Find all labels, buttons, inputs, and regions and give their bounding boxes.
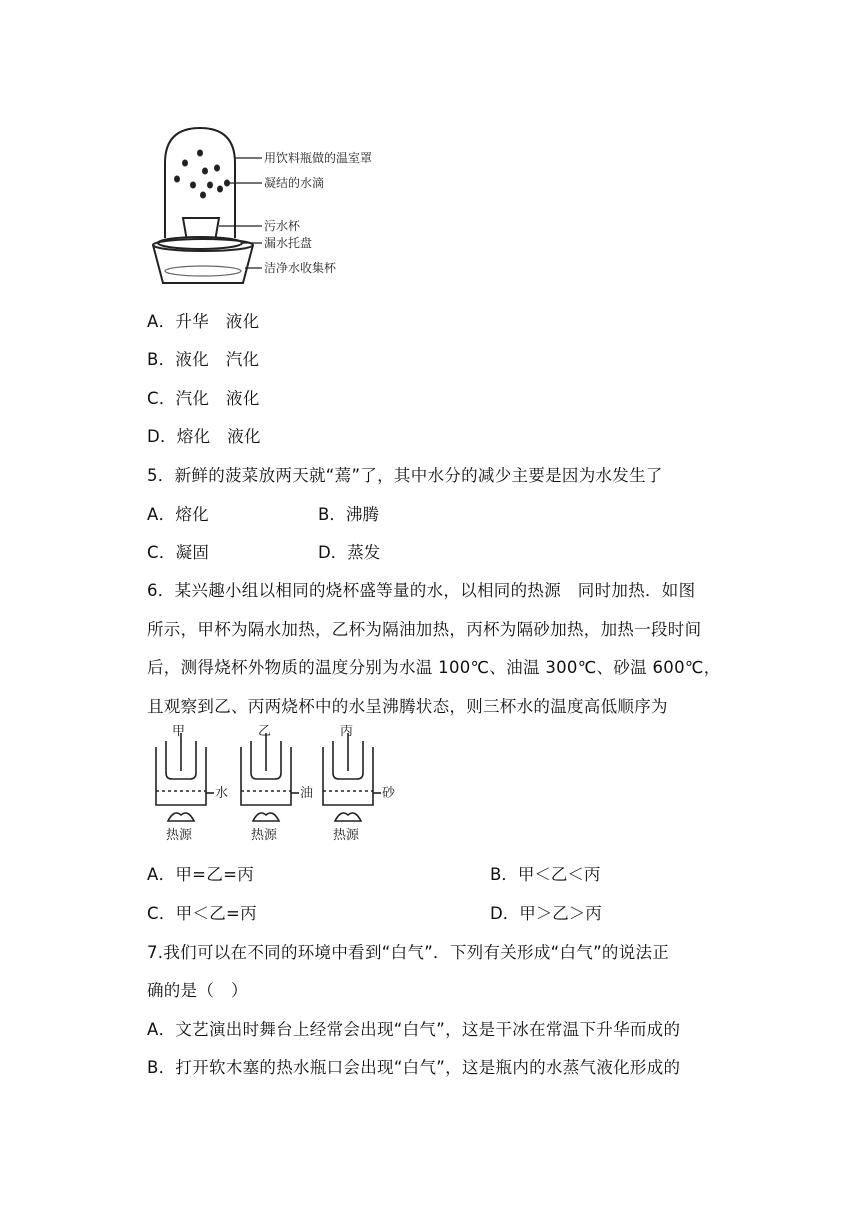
q4-option-b: B．液化 汽化 [147,350,260,369]
q5-option-d: D．蒸发 [318,543,381,562]
figure1-label: 污水杯 [264,219,301,233]
cup-label: 甲 [172,725,186,739]
heat-source-label: 热源 [333,828,360,843]
q7-stem-line: 确的是（ ） [147,981,248,1000]
figure1-label: 漏水托盘 [264,236,313,250]
q5-option-c: C．凝固 [147,543,210,562]
heat-source-label: 热源 [251,828,278,843]
cup-label: 乙 [258,725,272,739]
q6-stem-line: 所示，甲杯为隔水加热，乙杯为隔油加热，丙杯为隔砂加热，加热一段时间 [147,620,702,639]
q7-option-a: A．文艺演出时舞台上经常会出现“白气”，这是干冰在常温下升华而成的 [147,1020,681,1039]
medium-label: 砂 [382,786,396,801]
figure1-label: 洁净水收集杯 [264,261,337,275]
q6-option-b: B．甲＜乙＜丙 [490,865,601,884]
q6-stem-line: 6．某兴趣小组以相同的烧杯盛等量的水，以相同的热源 同时加热．如图 [147,581,696,600]
medium-label: 水 [215,786,229,801]
figure1-label: 用饮料瓶做的温室罩 [264,151,373,165]
cup-label: 丙 [340,725,354,739]
q6-stem-line: 后，测得烧杯外物质的温度分别为水温 100℃、油温 300℃、砂温 600℃， [147,658,721,677]
medium-label: 油 [300,786,314,801]
heat-source-label: 热源 [166,828,193,843]
q4-option-d: D．熔化 液化 [147,427,261,446]
q6-option-c: C．甲＜乙=丙 [147,904,257,923]
q5-option-b: B．沸腾 [318,505,379,524]
q6-option-a: A．甲=乙=丙 [147,865,255,884]
q6-stem-line: 且观察到乙、丙两烧杯中的水呈沸腾状态，则三杯水的温度高低顺序为 [147,697,668,716]
water-purifier-figure [145,123,375,293]
q5-stem: 5．新鲜的菠菜放两天就“蔫”了，其中水分的减少主要是因为水发生了 [147,466,663,485]
beakers-figure [148,725,398,847]
q7-option-b: B．打开软木塞的热水瓶口会出现“白气”，这是瓶内的水蒸气液化形成的 [147,1058,681,1077]
figure1-label: 凝结的水滴 [264,176,325,190]
q4-option-c: C．汽化 液化 [147,389,260,408]
q5-option-a: A．熔化 [147,505,209,524]
q4-option-a: A．升华 液化 [147,312,260,331]
q7-stem-line: 7.我们可以在不同的环境中看到“白气”．下列有关形成“白气”的说法正 [147,943,670,962]
q6-option-d: D．甲＞乙＞丙 [490,904,602,923]
